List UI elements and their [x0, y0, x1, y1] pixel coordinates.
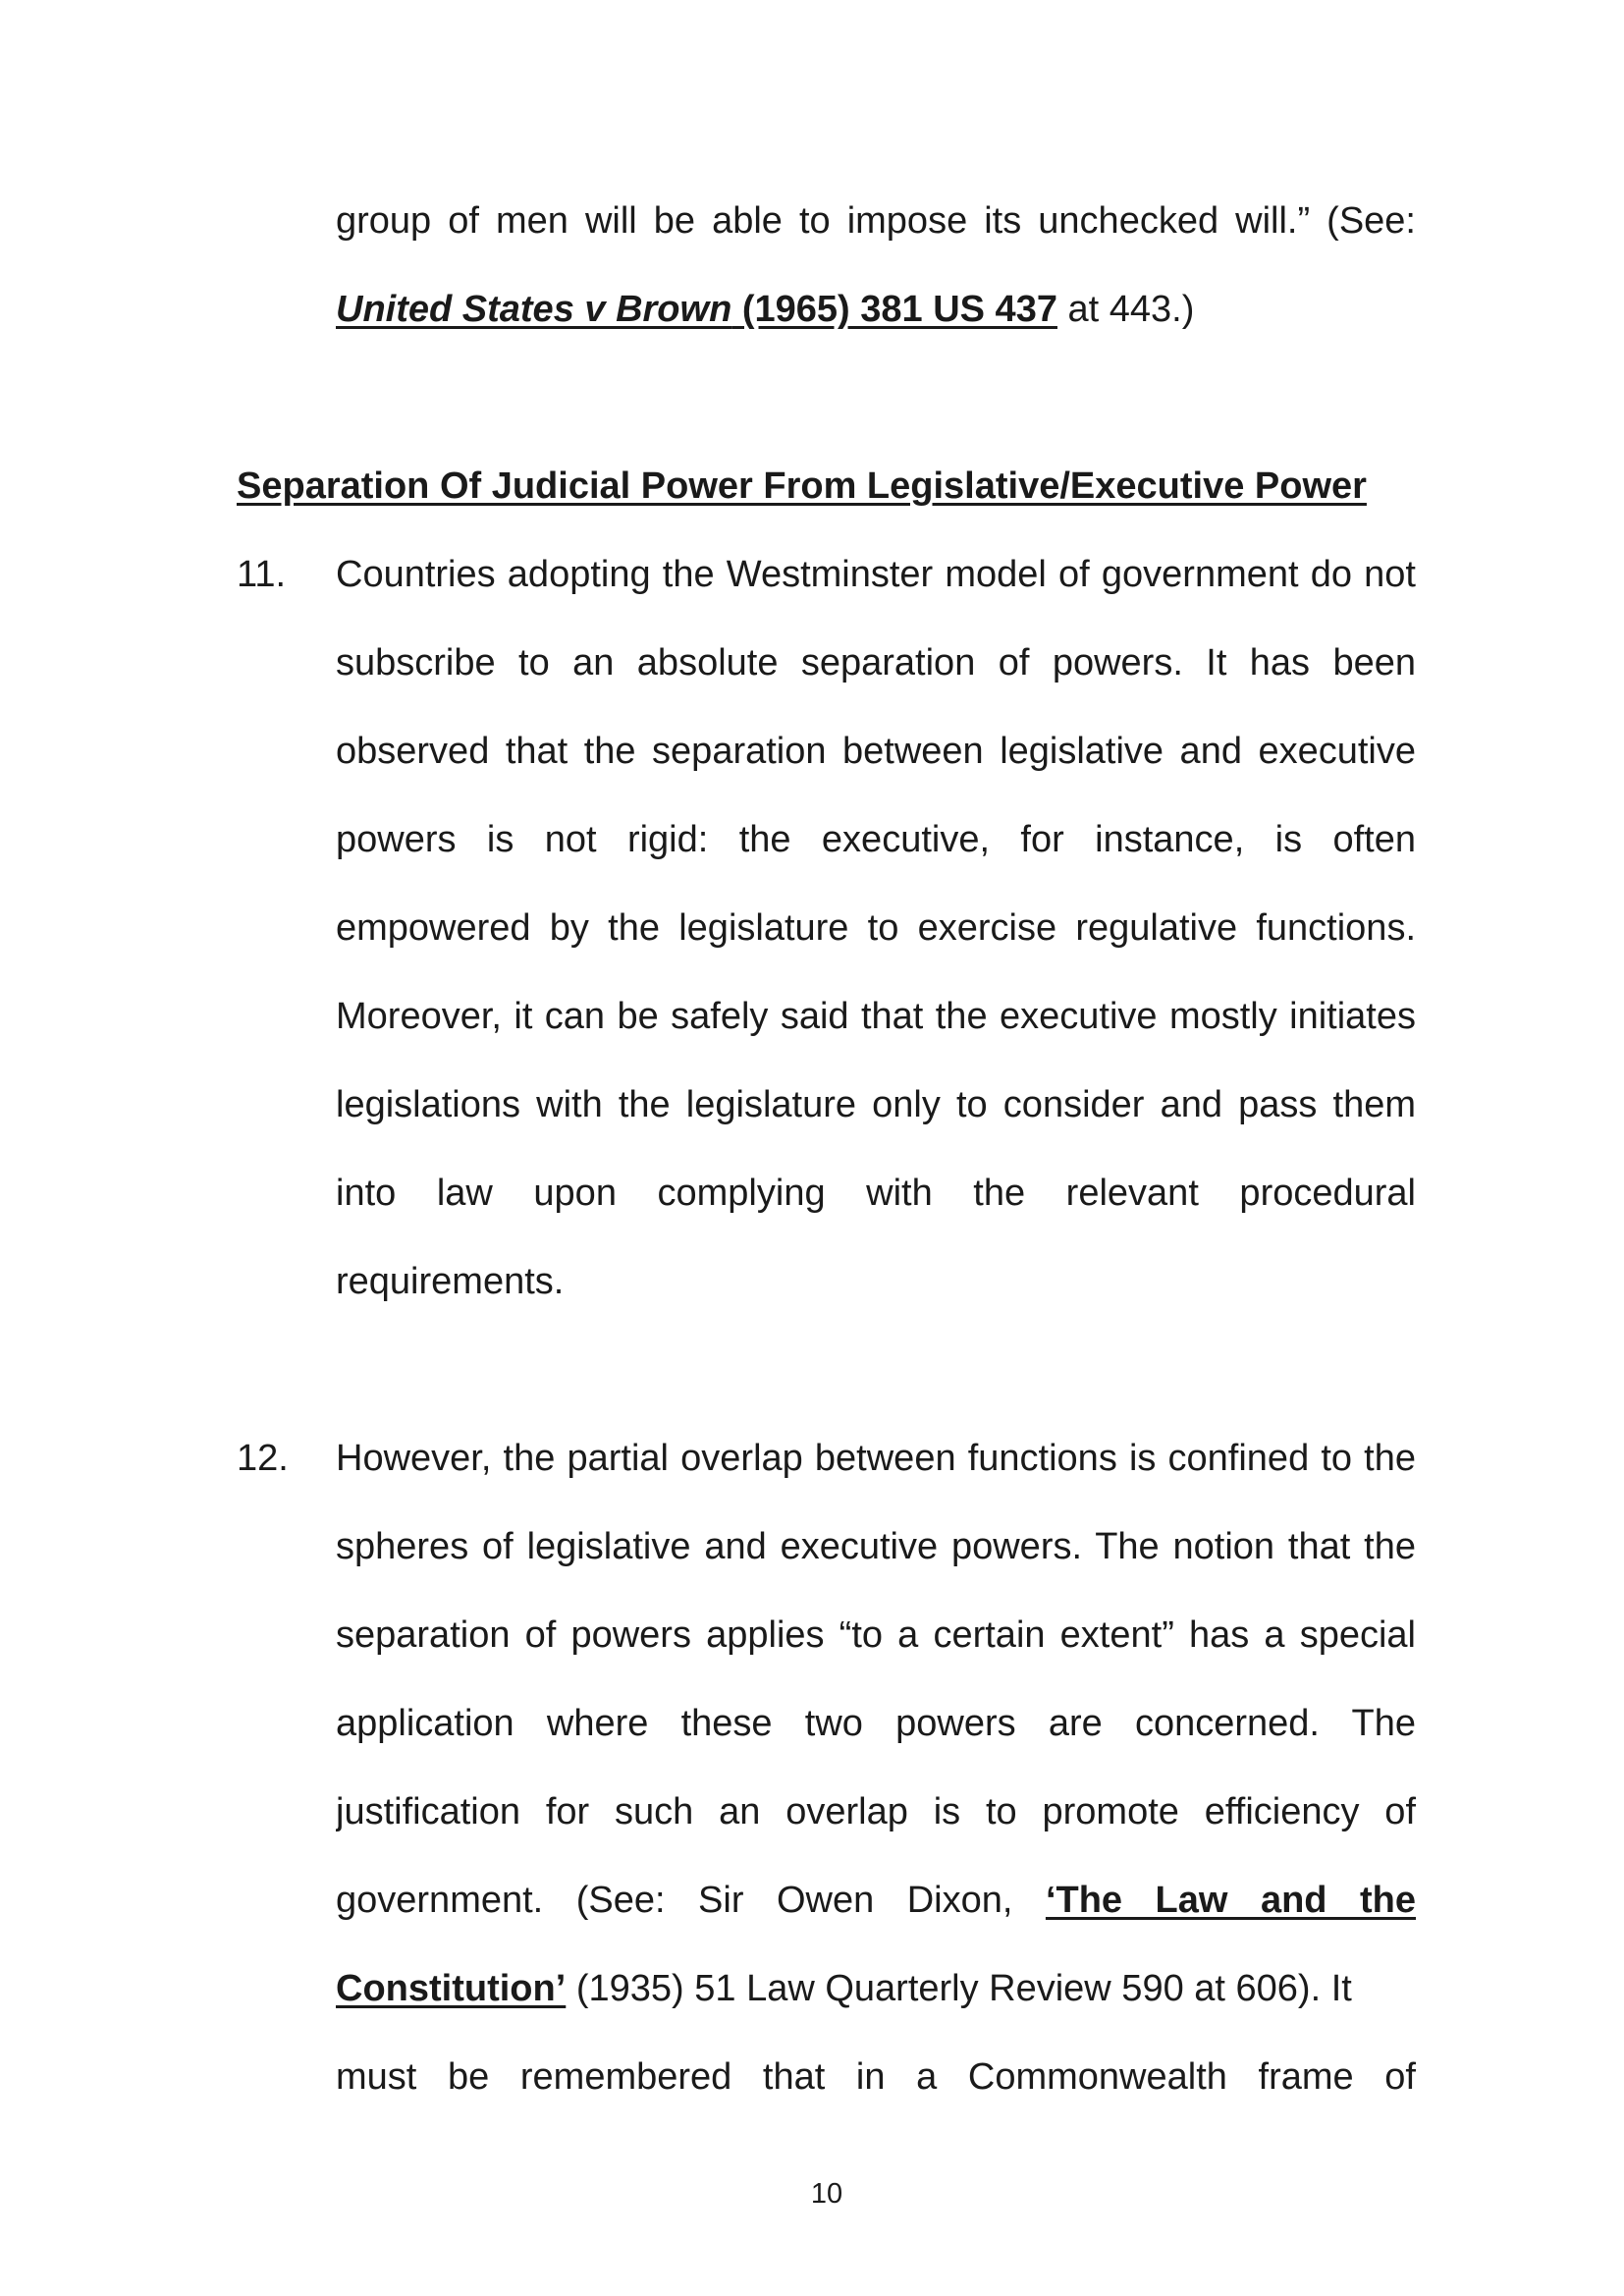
paragraph-12-line-title-end: Constitution’ (1935) 51 Law Quarterly Review 590 at 606). It	[336, 1968, 1352, 2009]
paragraph-12-line: spheres of legislative and executive powers. The notion that the	[336, 1526, 1416, 1567]
continuation-line-2	[336, 287, 1194, 332]
paragraph-12-line: However, the partial overlap between functions is confined to the	[336, 1438, 1416, 1479]
pinpoint-reference: at 443.)	[1056, 289, 1195, 330]
article-title-end: Constitution’	[336, 1968, 567, 2009]
paragraph-12-line-with-title: government. (See: Sir Owen Dixon, ‘The Law and the	[336, 1880, 1416, 1921]
article-title-start: ‘The Law and the	[1045, 1880, 1416, 1921]
case-name-united-states-v-brown: United States v Brown	[336, 289, 732, 330]
paragraph-11-line: legislations with the legislature only to consider and pass them	[336, 1084, 1416, 1125]
continuation-text: group of men will be able to impose its unchecked will.” (See:	[336, 200, 1416, 242]
paragraph-12-line: justification for such an overlap is to promote efficiency of	[336, 1791, 1416, 1832]
paragraph-number-11: 11.	[237, 554, 287, 595]
page-number: 10	[810, 2178, 843, 2210]
case-citation: (1965) 381 US 437	[731, 289, 1057, 330]
paragraph-11-line: observed that the separation between legislative and executive	[336, 731, 1416, 772]
paragraph-11-line: Moreover, it can be safely said that the executive mostly initiates	[336, 996, 1416, 1037]
paragraph-11-line: powers is not rigid: the executive, for instance, is often	[336, 819, 1416, 860]
paragraph-11-line: empowered by the legislature to exercise regulative functions.	[336, 907, 1416, 949]
continuation-line-1	[336, 198, 1416, 244]
paragraph-11-line: subscribe to an absolute separation of powers. It has been	[336, 642, 1416, 683]
paragraph-11-line-last: requirements.	[336, 1261, 565, 1302]
paragraph-12-line: must be remembered that in a Commonwealth frame of	[336, 2056, 1416, 2098]
paragraph-12-line: application where these two powers are concerned. The	[336, 1703, 1416, 1744]
paragraph-number-12: 12.	[237, 1438, 289, 1479]
paragraph-12-line: separation of powers applies “to a certain extent” has a special	[336, 1614, 1416, 1656]
paragraph-11-line: Countries adopting the Westminster model of government do not	[336, 554, 1416, 595]
paragraph-11-line: into law upon complying with the relevant procedural	[336, 1173, 1416, 1214]
section-heading: Separation Of Judicial Power From Legislative/Executive Power	[237, 465, 1367, 507]
